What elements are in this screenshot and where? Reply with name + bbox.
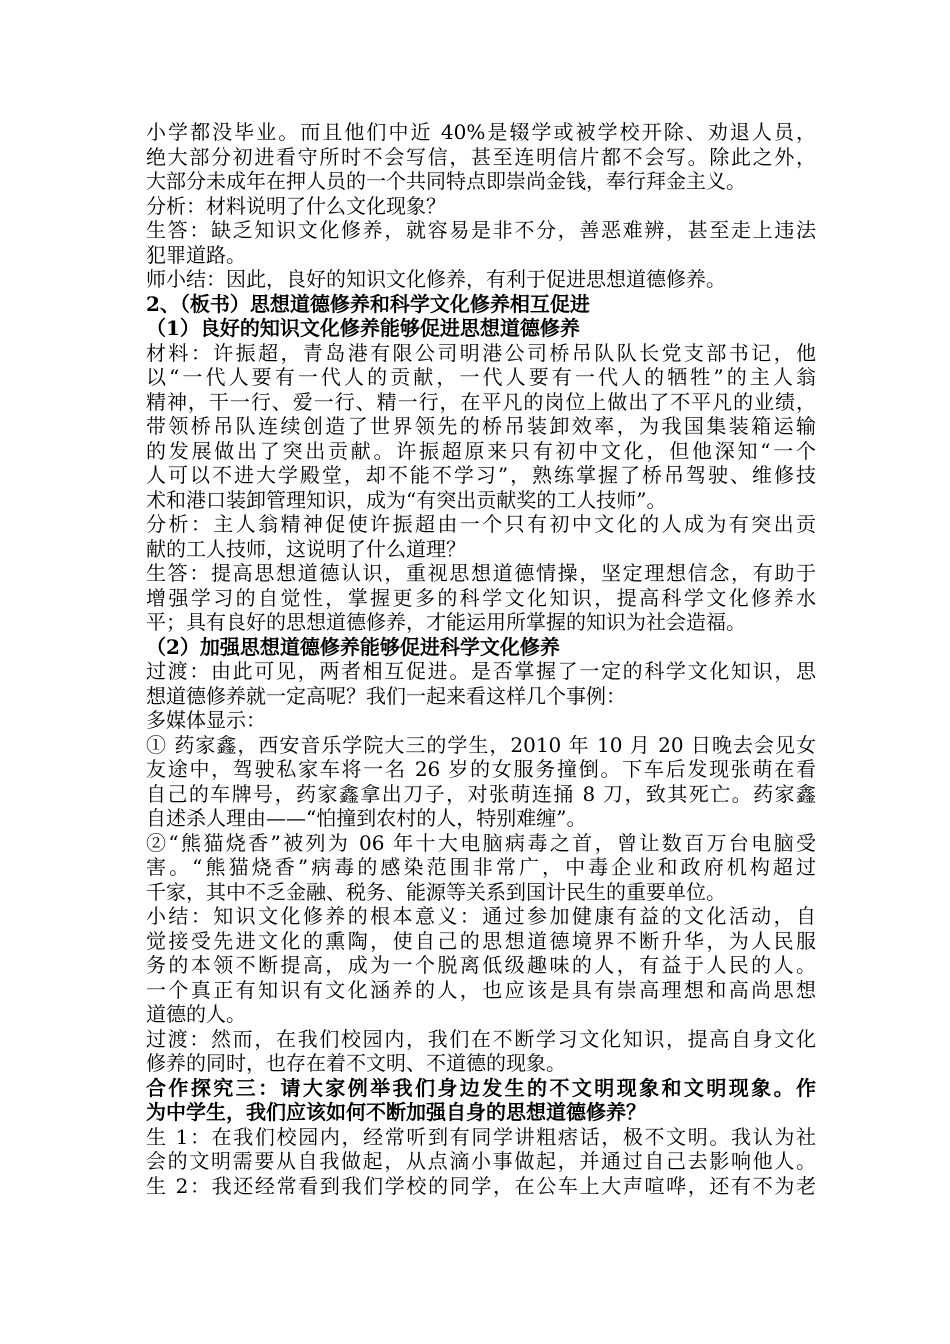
text-line: ②“熊猫烧香”被列为 06 年十大电脑病毒之首，曾让数百万台电脑受	[146, 830, 816, 855]
text-line: 务的本领不断提高，成为一个脱离低级趣味的人，有益于人民的人。	[146, 953, 816, 977]
text-line: 过渡：然而，在我们校园内，我们在不断学习文化知识，提高自身文化	[146, 1026, 816, 1051]
text-line: 多媒体显示：	[146, 708, 266, 732]
text-line: 材料：许振超，青岛港有限公司明港公司桥吊队队长党支部书记，他	[146, 340, 816, 365]
text-line: 自述杀人理由——“怕撞到农村的人，特别难缠”。	[146, 806, 587, 830]
heading-line: 为中学生，我们应该如何不断加强自身的思想道德修养？	[146, 1100, 646, 1124]
text-line: 害。“熊猫烧香”病毒的感染范围非常广，中毒企业和政府机构超过	[146, 855, 816, 879]
text-line: 一个真正有知识有文化涵养的人，也应该是具有崇高理想和高尚思想	[146, 977, 816, 1002]
text-line: 觉接受先进文化的熏陶，使自己的思想道德境界不断升华，为人民服	[146, 928, 816, 953]
text-line: 自己的车牌号，药家鑫拿出刀子，对张萌连捅 8 刀，致其死亡。药家鑫	[146, 781, 816, 806]
text-line: 千家，其中不乏金融、税务、能源等关系到国计民生的重要单位。	[146, 879, 726, 904]
text-line: 友途中，驾驶私家车将一名 26 岁的女服务撞倒。下车后发现张萌在看	[146, 757, 816, 781]
text-line: 想道德修养就一定高呢？我们一起来看这样几个事例：	[146, 683, 626, 708]
text-line: 生 2：我还经常看到我们学校的同学，在公车上大声喧哗，还有不为老	[146, 1173, 816, 1198]
text-line: 献的工人技师，这说明了什么道理？	[146, 536, 466, 561]
text-line: 增强学习的自觉性，掌握更多的科学文化知识，提高科学文化修养水	[146, 585, 816, 610]
text-line: 分析：材料说明了什么文化现象？	[146, 193, 446, 218]
text-line: 小结：知识文化修养的根本意义：通过参加健康有益的文化活动，自	[146, 904, 816, 928]
heading-line: （2）加强思想道德修养能够促进科学文化修养	[146, 634, 560, 659]
text-line: 的发展做出了突出贡献。许振超原来只有初中文化，但他深知“一个	[146, 438, 816, 463]
text-line: 生答：提高思想道德认识，重视思想道德情操，坚定理想信念，有助于	[146, 561, 816, 585]
text-line: 以“一代人要有一代人的贡献，一代人要有一代人的牺牲”的主人翁	[146, 365, 816, 389]
text-line: 人可以不进大学殿堂，却不能不学习”，熟练掌握了桥吊驾驶、维修技	[146, 463, 816, 487]
text-line: 犯罪道路。	[146, 242, 246, 267]
text-line: 绝大部分初进看守所时不会写信，甚至连明信片都不会写。除此之外，	[146, 144, 816, 169]
text-line: 带领桥吊队连续创造了世界领先的桥吊装卸效率，为我国集装箱运输	[146, 414, 816, 438]
heading-line: 2、（板书）思想道德修养和科学文化修养相互促进	[146, 291, 590, 316]
text-line: 分析：主人翁精神促使许振超由一个只有初中文化的人成为有突出贡	[146, 512, 816, 536]
text-line: 生答：缺乏知识文化修养，就容易是非不分，善恶难辨，甚至走上违法	[146, 218, 816, 242]
text-line: 平；具有良好的思想道德修养，才能运用所掌握的知识为社会造福。	[146, 610, 746, 634]
text-line: 会的文明需要从自我做起，从点滴小事做起，并通过自己去影响他人。	[146, 1149, 816, 1173]
text-line: 小学都没毕业。而且他们中近 40%是辍学或被学校开除、劝退人员，	[146, 120, 816, 144]
document-page	[146, 120, 816, 1198]
text-line: 精神，干一行、爱一行、精一行，在平凡的岗位上做出了不平凡的业绩，	[146, 389, 816, 414]
text-line: 生 1：在我们校园内，经常听到有同学讲粗痞话，极不文明。我认为社	[146, 1124, 816, 1149]
text-line: 师小结：因此，良好的知识文化修养，有利于促进思想道德修养。	[146, 267, 726, 291]
heading-line: 合作探究三：请大家例举我们身边发生的不文明现象和文明现象。作	[146, 1075, 816, 1100]
text-line: ① 药家鑫，西安音乐学院大三的学生，2010 年 10 月 20 日晚去会见女	[146, 732, 816, 757]
text-line: 大部分未成年在押人员的一个共同特点即崇尚金钱，奉行拜金主义。	[146, 169, 746, 193]
heading-line: （1）良好的知识文化修养能够促进思想道德修养	[146, 316, 580, 340]
text-line: 道德的人。	[146, 1002, 246, 1026]
text-line: 术和港口装卸管理知识，成为“有突出贡献奖的工人技师”。	[146, 487, 667, 512]
text-line: 修养的同时，也存在着不文明、不道德的现象。	[146, 1051, 566, 1075]
text-line: 过渡：由此可见，两者相互促进。是否掌握了一定的科学文化知识，思	[146, 659, 816, 683]
